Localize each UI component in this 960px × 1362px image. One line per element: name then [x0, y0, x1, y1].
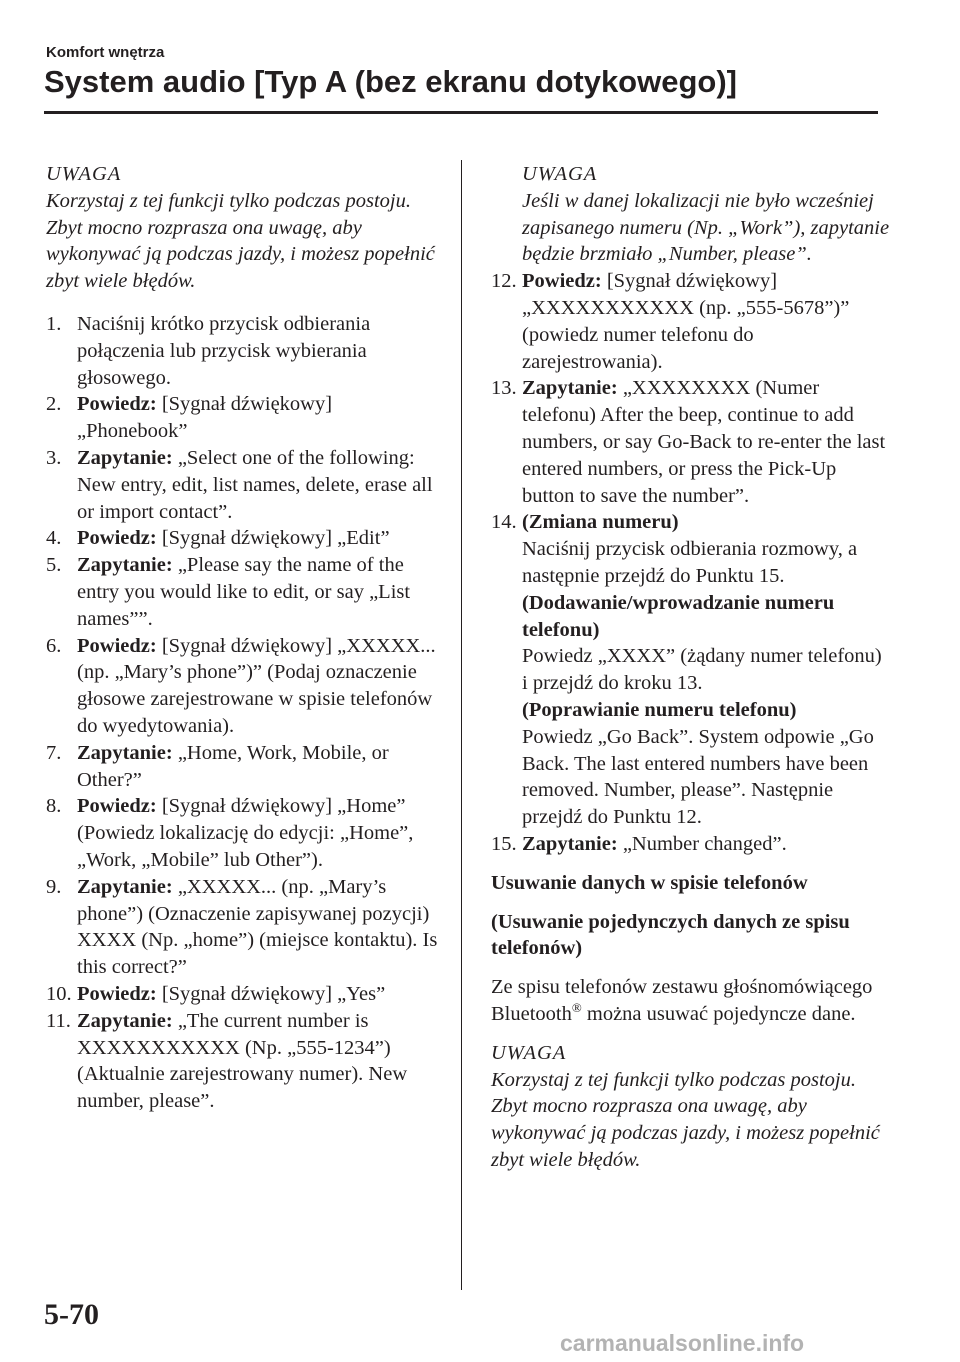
note-text: Korzystaj z tej funkcji tylko podczas postoju. Zbyt mocno rozprasza ona uwagę, aby wykonywać ją podczas jazdy, i możesz popełnić zbyt wiele błędów.: [491, 1068, 880, 1171]
step-number: 3.: [46, 446, 62, 469]
left-column: [46, 161, 446, 1115]
note-text: Korzystaj z tej funkcji tylko podczas postoju. Zbyt mocno rozprasza ona uwagę, aby wykonywać ją podczas jazdy, i możesz popełnić zbyt wiele błędów.: [46, 189, 435, 293]
sub-text: Powiedz „Go Back”. System odpowie „Go Back. The last entered numbers have been removed. Number, please”. Następnie przejdź do Punktu 12.: [522, 725, 874, 829]
step-keyword: Zapytanie:: [77, 446, 173, 469]
step-text: [Sygnał dźwiękowy] „Edit”: [156, 527, 390, 550]
step-text: [Sygnał dźwiękowy] „Phonebook”: [77, 393, 333, 443]
step-item: [46, 874, 446, 981]
step-number: 5.: [46, 554, 62, 577]
header-rule: [44, 111, 878, 114]
column-divider: [461, 160, 462, 1290]
para-text: Ze spisu telefonów zestawu głośnomówiącego Bluetooth: [491, 976, 873, 1025]
step-number: 14.: [491, 511, 517, 534]
step-text: „XXXXX... (np. „Mary’s phone”) (Oznaczenie zapisywanej pozycji) XXXX (Np. „home”) (miejsce kontaktu). Is this correct?”: [77, 875, 438, 979]
step-item: [46, 633, 446, 740]
step-item: [46, 981, 446, 1008]
step-item: [46, 740, 446, 794]
note-heading: UWAGA: [46, 163, 122, 185]
note-heading: UWAGA: [522, 163, 598, 185]
step-number: 9.: [46, 875, 62, 898]
section-heading: Usuwanie danych w spisie telefonów: [491, 871, 808, 894]
step-number: 10.: [46, 982, 72, 1005]
step-text: „Number changed”.: [617, 832, 787, 855]
step-keyword: Powiedz:: [522, 270, 602, 293]
step-number: 11.: [46, 1009, 71, 1032]
step-keyword: Powiedz:: [77, 795, 157, 818]
step-keyword: Powiedz:: [77, 527, 157, 550]
step-number: 15.: [491, 832, 517, 855]
para-text: można usuwać pojedyncze dane.: [581, 1002, 856, 1025]
step-item: [46, 1008, 446, 1115]
sub-text: Naciśnij przycisk odbierania rozmowy, a następnie przejdź do Punktu 15.: [522, 538, 858, 587]
step-number: 7.: [46, 741, 62, 764]
step-number: 6.: [46, 634, 62, 657]
step-keyword: Zapytanie:: [77, 875, 173, 898]
step-item: [491, 375, 891, 509]
step-item: [46, 445, 446, 525]
step-item: [491, 509, 891, 831]
steps-list: [46, 311, 446, 1115]
step-keyword: Powiedz:: [77, 982, 157, 1005]
step-keyword: Zapytanie:: [77, 741, 173, 764]
step-text: [Sygnał dźwiękowy] „Home” (Powiedz lokalizację do edycji: „Home”, „Work, „Mobile” lub Other”).: [77, 795, 414, 871]
step-keyword: Powiedz:: [77, 634, 157, 657]
subsection-heading: (Usuwanie pojedynczych danych ze spisu telefonów): [491, 910, 850, 960]
step-item: [46, 525, 446, 552]
body-paragraph: [491, 974, 891, 1028]
step-item: [491, 268, 891, 375]
note-block: [46, 161, 446, 295]
step-number: 12.: [491, 270, 517, 293]
page-title: System audio [Typ A (bez ekranu dotykowego)]: [44, 64, 737, 99]
step-item: [46, 311, 446, 391]
sub-heading: (Zmiana numeru): [522, 511, 679, 534]
step-number: 2.: [46, 393, 62, 416]
step-number: 4.: [46, 527, 62, 550]
step-text: Naciśnij krótko przycisk odbierania połączenia lub przycisk wybierania głosowego.: [77, 312, 371, 389]
registered-mark: ®: [571, 999, 582, 1015]
step-text: „Please say the name of the entry you would like to edit, or say „List names””.: [77, 554, 411, 630]
step-text: [Sygnał dźwiękowy] „XXXXX... (np. „Mary’s phone”)” (Podaj oznaczenie głosowe zarejestrowane w spisie telefonów do wyedytowania).: [77, 634, 436, 737]
step-text: „Home, Work, Mobile, or Other?”: [77, 741, 389, 791]
step-keyword: Powiedz:: [77, 393, 157, 416]
step-keyword: Zapytanie:: [77, 554, 173, 577]
step-text: „Select one of the following: New entry, edit, list names, delete, erase all or import contact”.: [77, 446, 433, 523]
right-column: [491, 161, 891, 1190]
note-text: Jeśli w danej lokalizacji nie było wcześniej zapisanego numeru (Np. „Work”), zapytanie będzie brzmiało „Number, please”.: [522, 189, 890, 266]
step-text: [Sygnał dźwiękowy] „XXXXXXXXXXX (np. „555-5678”)” (powiedz numer telefonu do zarejestrowania).: [522, 270, 850, 373]
sub-heading: (Dodawanie/wprowadzanie numeru telefonu): [522, 591, 835, 641]
step-number: 1.: [46, 312, 62, 335]
step-item: [46, 793, 446, 873]
section-label: Komfort wnętrza: [46, 44, 165, 61]
note-block: [491, 161, 891, 268]
sub-text: Powiedz „XXXX” (żądany numer telefonu) i przejdź do kroku 13.: [522, 645, 882, 695]
note-block: [491, 1040, 891, 1174]
watermark: carmanualsonline.info: [560, 1330, 805, 1356]
page-number: 5-70: [44, 1298, 99, 1331]
step-keyword: Zapytanie:: [522, 832, 618, 855]
step-text: [Sygnał dźwiękowy] „Yes”: [156, 982, 386, 1005]
step-number: 8.: [46, 795, 62, 818]
step-item: [491, 831, 891, 858]
step-number: 13.: [491, 377, 517, 400]
step-item: [46, 552, 446, 632]
step-text: „The current number is XXXXXXXXXXX (Np. „555-1234”) (Aktualnie zarejestrowany numer). New number, please”.: [77, 1009, 408, 1113]
steps-list: [491, 268, 891, 858]
step-keyword: Zapytanie:: [522, 377, 618, 400]
note-heading: UWAGA: [491, 1041, 567, 1064]
step-keyword: Zapytanie:: [77, 1009, 173, 1032]
step-text: „XXXXXXXX (Numer telefonu) After the beep, continue to add numbers, or say Go-Back to re-enter the last entered numbers, or press the Pick-Up button to save the number”.: [522, 377, 886, 507]
sub-heading: (Poprawianie numeru telefonu): [522, 698, 797, 721]
step-item: [46, 391, 446, 445]
